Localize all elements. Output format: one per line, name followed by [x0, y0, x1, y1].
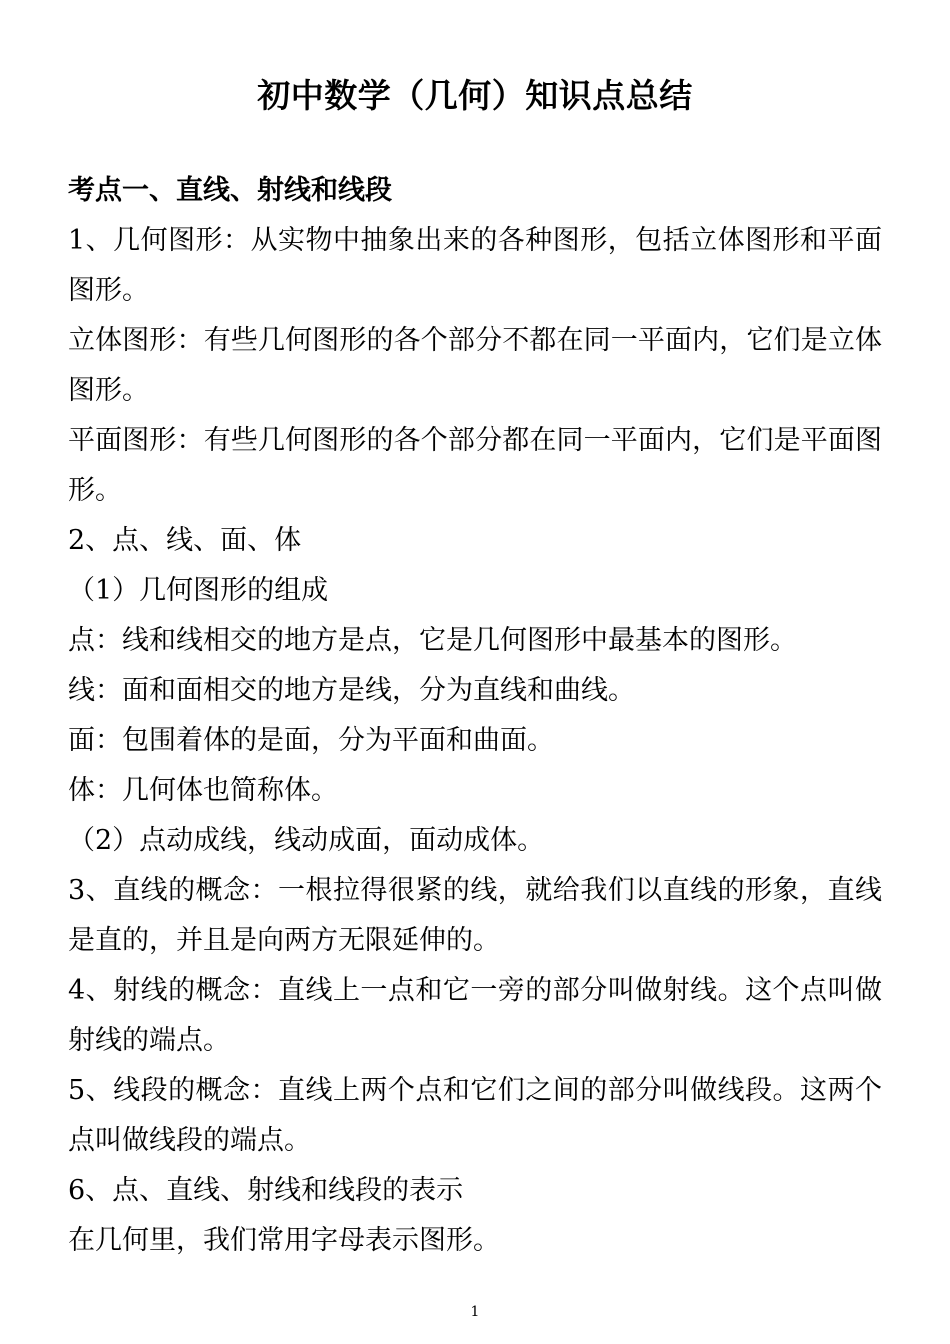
paragraph-letters-represent-figures: 在几何里，我们常用字母表示图形。	[68, 1225, 500, 1256]
paragraph-point-definition: 点：线和线相交的地方是点，它是几何图形中最基本的图形。	[68, 625, 797, 656]
paragraph-surface-definition: 面：包围着体的是面，分为平面和曲面。	[68, 725, 554, 756]
paragraph-representation-heading: 6、点、直线、射线和线段的表示	[68, 1175, 464, 1206]
document-title: 初中数学（几何）知识点总结	[257, 76, 693, 115]
paragraph-point-line-surface-solid: 2、点、线、面、体	[68, 525, 302, 556]
paragraph-solid-definition: 体：几何体也简称体。	[68, 775, 338, 806]
paragraph-straight-line-concept: 3、直线的概念：一根拉得很紧的线，就给我们以直线的形象，直线是直的，并且是向两方无限延伸的。	[68, 875, 882, 956]
paragraph-line-definition: 线：面和面相交的地方是线，分为直线和曲线。	[68, 675, 635, 706]
paragraph-composition-heading: （1）几何图形的组成	[68, 575, 329, 606]
paragraph-segment-concept: 5、线段的概念：直线上两个点和它们之间的部分叫做线段。这两个点叫做线段的端点。	[68, 1075, 882, 1156]
paragraph-plane-figures: 平面图形：有些几何图形的各个部分都在同一平面内，它们是平面图形。	[68, 425, 882, 506]
paragraph-geometric-figures: 1、几何图形：从实物中抽象出来的各种图形，包括立体图形和平面图形。	[68, 225, 882, 306]
page-number: 1	[470, 1304, 480, 1320]
paragraph-ray-concept: 4、射线的概念：直线上一点和它一旁的部分叫做射线。这个点叫做射线的端点。	[68, 975, 882, 1056]
paragraph-motion-forms: （2）点动成线，线动成面，面动成体。	[68, 825, 545, 856]
document-body	[68, 166, 882, 1266]
section-heading: 考点一、直线、射线和线段	[68, 175, 392, 206]
paragraph-solid-figures: 立体图形：有些几何图形的各个部分不都在同一平面内，它们是立体图形。	[68, 325, 882, 406]
